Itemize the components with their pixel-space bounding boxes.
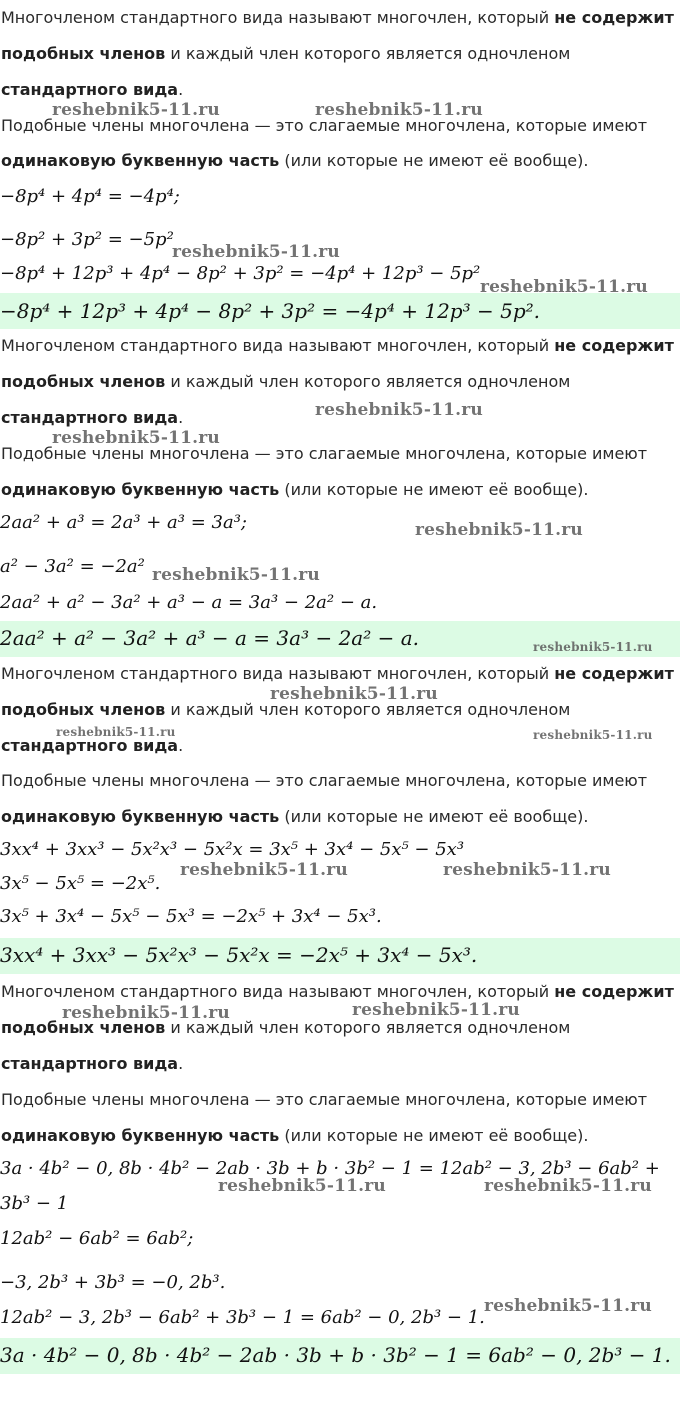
watermark: reshebnik5-11.ru [533,640,653,654]
definition-like-terms-line-1: Подобные члены многочлена — это слагаемые многочлена, которые имеют [1,116,648,135]
definition-standard-line-1: Многочленом стандартного вида называют многочлен, который не содержит [1,336,674,355]
definition-like-terms-line-1: Подобные члены многочлена — это слагаемые многочлена, которые имеют [1,771,648,790]
definition-standard-line-1: Многочленом стандартного вида называют многочлен, который не содержит [1,664,674,683]
watermark: reshebnik5-11.ru [270,684,438,704]
answer-line: 3a · 4b² − 0, 8b · 4b² − 2ab · 3b + b · 3b² − 1 = 6ab² − 0, 2b³ − 1. [0,1343,671,1367]
math-line: 12ab² − 3, 2b³ − 6ab² + 3b³ − 1 = 6ab² − 0, 2b³ − 1. [0,1307,485,1328]
math-line: −8p⁴ + 12p³ + 4p⁴ − 8p² + 3p² = −4p⁴ + 12p³ − 5p² [0,263,481,284]
watermark: reshebnik5-11.ru [62,1003,230,1023]
math-line: 2aa² + a³ = 2a³ + a³ = 3a³; [0,512,247,533]
definition-standard-line-2: подобных членов и каждый член которого является одночленом [1,44,571,63]
math-line: 3a · 4b² − 0, 8b · 4b² − 2ab · 3b + b · 3b² − 1 = 12ab² − 3, 2b³ − 6ab² + [0,1158,660,1179]
definition-like-terms-line-1: Подобные члены многочлена — это слагаемые многочлена, которые имеют [1,1090,648,1109]
definition-like-terms-line-2: одинаковую буквенную часть (или которые не имеют её вообще). [1,480,589,499]
watermark: reshebnik5-11.ru [52,100,220,120]
definition-standard-line-2: подобных членов и каждый член которого является одночленом [1,372,571,391]
watermark: reshebnik5-11.ru [315,100,483,120]
definition-like-terms-line-2: одинаковую буквенную часть (или которые не имеют её вообще). [1,1126,589,1145]
watermark: reshebnik5-11.ru [172,242,340,262]
math-line: 3x⁵ − 5x⁵ = −2x⁵. [0,873,161,894]
watermark: reshebnik5-11.ru [443,860,611,880]
watermark: reshebnik5-11.ru [52,428,220,448]
watermark: reshebnik5-11.ru [484,1296,652,1316]
watermark: reshebnik5-11.ru [315,400,483,420]
watermark: reshebnik5-11.ru [152,565,320,585]
definition-like-terms-line-1: Подобные члены многочлена — это слагаемые многочлена, которые имеют [1,444,648,463]
definition-standard-line-3: стандартного вида. [1,408,184,427]
watermark: reshebnik5-11.ru [180,860,348,880]
definition-standard-line-2: подобных членов и каждый член которого является одночленом [1,700,571,719]
definition-standard-line-3: стандартного вида. [1,1054,184,1073]
math-line: 3x⁵ + 3x⁴ − 5x⁵ − 5x³ = −2x⁵ + 3x⁴ − 5x³. [0,906,382,927]
math-line: −8p² + 3p² = −5p² [0,229,174,250]
watermark: reshebnik5-11.ru [56,725,176,739]
math-line: a² − 3a² = −2a² [0,556,145,577]
math-line: 3b³ − 1 [0,1193,69,1214]
math-line: −3, 2b³ + 3b³ = −0, 2b³. [0,1272,226,1293]
definition-like-terms-line-2: одинаковую буквенную часть (или которые не имеют её вообще). [1,807,589,826]
definition-standard-line-1: Многочленом стандартного вида называют многочлен, который не содержит [1,8,674,27]
definition-standard-line-2: подобных членов и каждый член которого является одночленом [1,1018,571,1037]
math-line: 2aa² + a² − 3a² + a³ − a = 3a³ − 2a² − a. [0,592,378,613]
answer-line: 2aa² + a² − 3a² + a³ − a = 3a³ − 2a² − a. [0,626,419,650]
definition-standard-line-1: Многочленом стандартного вида называют многочлен, который не содержит [1,982,674,1001]
watermark: reshebnik5-11.ru [218,1176,386,1196]
watermark: reshebnik5-11.ru [415,520,583,540]
math-line: −8p⁴ + 4p⁴ = −4p⁴; [0,186,180,207]
watermark: reshebnik5-11.ru [480,277,648,297]
math-line: 12ab² − 6ab² = 6ab²; [0,1228,194,1249]
definition-standard-line-3: стандартного вида. [1,736,184,755]
definition-like-terms-line-2: одинаковую буквенную часть (или которые не имеют её вообще). [1,151,589,170]
watermark: reshebnik5-11.ru [533,728,653,742]
answer-line: 3xx⁴ + 3xx³ − 5x²x³ − 5x²x = −2x⁵ + 3x⁴ − 5x³. [0,943,478,967]
answer-line: −8p⁴ + 12p³ + 4p⁴ − 8p² + 3p² = −4p⁴ + 12p³ − 5p². [0,299,540,323]
definition-standard-line-3: стандартного вида. [1,80,184,99]
math-line: 3xx⁴ + 3xx³ − 5x²x³ − 5x²x = 3x⁵ + 3x⁴ − 5x⁵ − 5x³ [0,839,465,860]
watermark: reshebnik5-11.ru [484,1176,652,1196]
watermark: reshebnik5-11.ru [352,1000,520,1020]
